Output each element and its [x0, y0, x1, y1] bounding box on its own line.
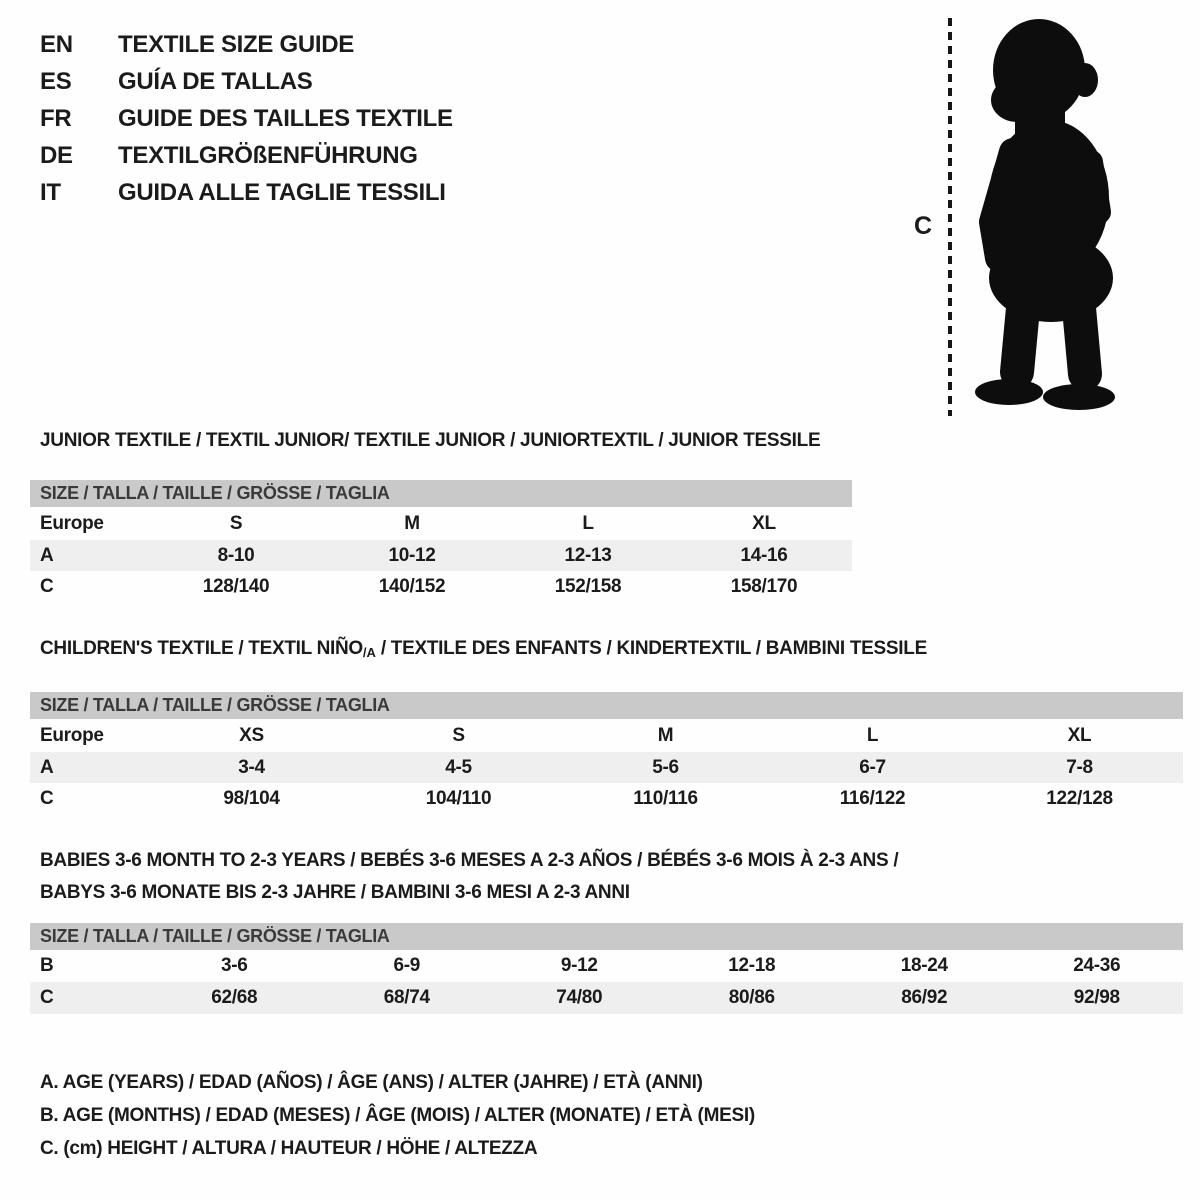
babies-title-line2: BABYS 3-6 MONATE BIS 2-3 JAHRE / BAMBINI 3-6 MESI A 2-3 ANNI [40, 882, 630, 903]
language-code: FR [40, 105, 72, 132]
language-row-fr [40, 100, 453, 137]
months-cell: 6-9 [393, 955, 421, 976]
measurement-legend [40, 1066, 755, 1165]
height-cell: 62/68 [211, 987, 258, 1008]
size-cell: S [229, 512, 243, 534]
size-cell: XL [1067, 724, 1092, 746]
age-cell: 6-7 [859, 756, 886, 778]
age-cell: 4-5 [445, 756, 472, 778]
age-cell: 8-10 [217, 544, 255, 566]
size-cell: XS [239, 724, 264, 746]
babies-textile-section [30, 845, 1183, 1014]
months-cell: 3-6 [220, 955, 248, 976]
guide-title-en: TEXTILE SIZE GUIDE [118, 31, 354, 58]
age-cell: 5-6 [652, 756, 679, 778]
months-cell: 18-24 [900, 955, 948, 976]
table-row-age [30, 752, 1183, 783]
children-title-subscript: /A [362, 645, 376, 660]
size-cell: M [657, 724, 674, 746]
months-cell: 12-18 [728, 955, 776, 976]
height-measurement-figure [898, 14, 1158, 420]
height-cell: 80/86 [728, 987, 775, 1008]
age-cell: 14-16 [740, 544, 788, 566]
row-label: C [40, 575, 54, 597]
height-cell: 92/98 [1073, 987, 1120, 1008]
size-header-band: SIZE / TALLA / TAILLE / GRÖSSE / TAGLIA [30, 923, 1183, 950]
guide-title-fr: GUIDE DES TAILLES TEXTILE [118, 105, 453, 132]
height-cell: 158/170 [730, 575, 798, 597]
language-row-de [40, 137, 453, 174]
row-label: C [40, 787, 54, 809]
table-row-months [30, 950, 1183, 982]
height-cell: 116/122 [839, 787, 906, 809]
height-cell: 104/110 [425, 787, 492, 809]
legend-age-years: A. AGE (YEARS) / EDAD (AÑOS) / ÂGE (ANS) / ALTER (JAHRE) / ETÀ (ANNI) [40, 1072, 703, 1093]
height-dashed-line [948, 18, 952, 416]
junior-textile-section [30, 430, 852, 602]
children-textile-section [30, 638, 1183, 814]
language-code: ES [40, 68, 72, 95]
row-label: Europe [40, 724, 104, 746]
table-row-height [30, 783, 1183, 814]
height-cell: 98/104 [223, 787, 280, 809]
age-cell: 7-8 [1066, 756, 1093, 778]
row-label: A [40, 756, 54, 778]
guide-title-it: GUIDA ALLE TAGLIE TESSILI [118, 179, 446, 206]
age-cell: 3-4 [238, 756, 265, 778]
toddler-silhouette-icon [966, 16, 1138, 416]
table-row-height [30, 571, 852, 602]
language-code: IT [40, 179, 61, 206]
babies-title-line1: BABIES 3-6 MONTH TO 2-3 YEARS / BEBÉS 3-6 MESES A 2-3 AÑOS / BÉBÉS 3-6 MOIS À 2-3 ANS / [40, 850, 899, 871]
table-row-age [30, 540, 852, 571]
row-label: C [40, 987, 54, 1008]
height-cell: 140/152 [378, 575, 446, 597]
language-code: EN [40, 31, 73, 58]
language-row-it [40, 174, 453, 211]
junior-section-title: JUNIOR TEXTILE / TEXTIL JUNIOR/ TEXTILE JUNIOR / JUNIORTEXTIL / JUNIOR TESSILE [40, 430, 821, 451]
age-cell: 10-12 [388, 544, 436, 566]
months-cell: 24-36 [1073, 955, 1121, 976]
table-row-sizes [30, 719, 1183, 752]
height-cell: 74/80 [556, 987, 603, 1008]
age-cell: 12-13 [564, 544, 612, 566]
size-cell: L [866, 724, 879, 746]
language-code: DE [40, 142, 73, 169]
size-header-band: SIZE / TALLA / TAILLE / GRÖSSE / TAGLIA [30, 480, 852, 507]
row-label: Europe [40, 512, 104, 534]
height-measure-label: C [914, 212, 932, 240]
row-label: A [40, 544, 54, 566]
size-cell: M [404, 512, 420, 534]
language-list [40, 26, 453, 211]
legend-age-months: B. AGE (MONTHS) / EDAD (MESES) / ÂGE (MOIS) / ALTER (MONATE) / ETÀ (MESI) [40, 1105, 755, 1126]
size-cell: S [452, 724, 465, 746]
children-title-main: CHILDREN'S TEXTILE / TEXTIL NIÑO [40, 638, 363, 659]
height-cell: 128/140 [202, 575, 270, 597]
table-row-sizes [30, 507, 852, 540]
height-cell: 68/74 [383, 987, 430, 1008]
guide-title-de: TEXTILGRÖßENFÜHRUNG [118, 142, 418, 169]
guide-title-es: GUÍA DE TALLAS [118, 68, 313, 95]
size-cell: XL [752, 512, 776, 534]
height-cell: 110/116 [633, 787, 698, 809]
height-cell: 152/158 [554, 575, 622, 597]
children-section-title [40, 638, 1183, 664]
size-cell: L [582, 512, 594, 534]
table-row-height [30, 982, 1183, 1014]
legend-height-cm: C. (cm) HEIGHT / ALTURA / HAUTEUR / HÖHE / ALTEZZA [40, 1138, 538, 1159]
babies-section-title [30, 845, 1183, 909]
months-cell: 9-12 [560, 955, 598, 976]
height-cell: 86/92 [901, 987, 948, 1008]
height-cell: 122/128 [1046, 787, 1113, 809]
language-row-es [40, 63, 453, 100]
row-label: B [40, 955, 54, 976]
language-row-en [40, 26, 453, 63]
size-header-band: SIZE / TALLA / TAILLE / GRÖSSE / TAGLIA [30, 692, 1183, 719]
children-title-rest: / TEXTILE DES ENFANTS / KINDERTEXTIL / BAMBINI TESSILE [375, 638, 927, 659]
